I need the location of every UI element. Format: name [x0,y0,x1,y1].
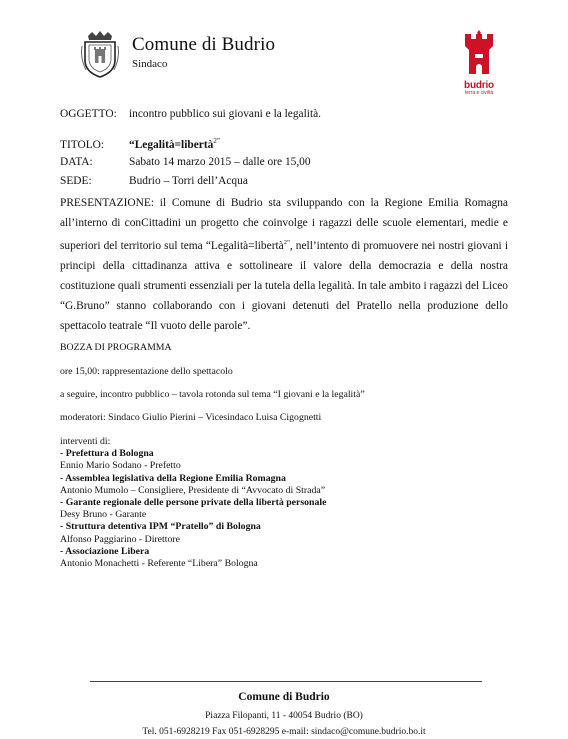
list-item-person: Antonio Mumolo – Consigliere, Presidente di “Avvocato di Strada” [60,484,326,496]
org-role: Sindaco [132,58,168,70]
footer-address: Piazza Filopanti, 11 - 40054 Budrio (BO) [205,711,363,721]
footer-org-name: Comune di Budrio [238,691,330,703]
title-text: “Legalità=libertà [129,138,214,151]
field-value: incontro pubblico sui giovani e la legalità. [129,108,322,120]
programma-item: a seguire, incontro pubblico – tavola rotonda sul tema “I giovani e la legalità” [60,389,365,400]
footer-divider [90,681,482,682]
field-oggetto [60,108,321,120]
field-value: Sabato 14 marzo 2015 – dalle ore 15,00 [129,156,311,168]
list-item-org: - Garante regionale delle persone private della libertà personale [60,497,327,509]
list-item-org: - Associazione Libera [60,545,150,557]
interventi-title: interventi di: [60,436,111,447]
list-item-org: - Struttura detentiva IPM “Pratello” di Bologna [60,521,261,533]
field-label: DATA: [60,156,93,168]
list-item-person: Alfonso Paggiarino - Direttore [60,533,180,545]
red-tower-logo-icon [455,30,503,96]
field-label: TITOLO: [60,138,105,151]
field-value: Budrio – Torri dell’Acqua [129,175,248,187]
field-sede [60,175,248,187]
paragraph-superscript: 2” [283,239,290,247]
list-item-person: Desy Bruno - Garante [60,509,147,521]
title-superscript: 2” [213,137,220,145]
interventi-list [60,436,326,570]
logo-tagline: terra e civiltà [464,90,494,96]
field-value [129,139,220,151]
org-name: Comune di Budrio [132,34,276,55]
field-label: OGGETTO: [60,108,117,120]
programma-item: ore 15,00: rappresentazione dello spettacolo [60,366,233,377]
field-label: SEDE: [60,175,92,187]
list-item-person: Ennio Mario Sodano - Prefetto [60,460,181,472]
coat-of-arms-icon [80,30,120,78]
list-item-org: - Assemblea legislativa della Regione Emilia Romagna [60,472,286,484]
list-item-org: - Prefettura d Bologna [60,448,154,460]
moderatori: moderatori: Sindaco Giulio Pierini – Vicesindaco Luisa Cigognetti [60,412,322,423]
field-titolo [60,137,220,151]
logo-text: budrio [464,80,494,91]
presentazione-paragraph [60,193,508,336]
list-item-person: Antonio Monachetti - Referente “Libera” Bologna [60,558,258,570]
letterhead [80,30,500,90]
programma-title: BOZZA DI PROGRAMMA [60,342,172,353]
field-data [60,156,311,168]
footer-contacts: Tel. 051-6928219 Fax 051-6928295 e-mail: sindaco@comune.budrio.bo.it [142,727,426,737]
field-label: PRESENTAZIONE: [60,197,155,209]
paragraph-text: il Comune di Budrio sta sviluppando con la Regione Emilia Romagna all’interno di conCittadini un progetto che coinvolge i ragazzi delle scuole elementari, medie e superiori del territorio sul tema “Legalità=libertà [60,197,508,252]
paragraph-text: , nell’intento di promuovere nei nostri giovani i principi della cittadinanza attiva e sottolineare il valore della democrazia e della nostra costituzione quali strumenti essenziali per la tutela della legalità. In tale ambito i ragazzi del Liceo “G.Bruno” stanno collaborando con i giovani detenuti del Pratello nella produzione dello spettacolo teatrale “Il vuoto delle parole”. [60,239,508,333]
